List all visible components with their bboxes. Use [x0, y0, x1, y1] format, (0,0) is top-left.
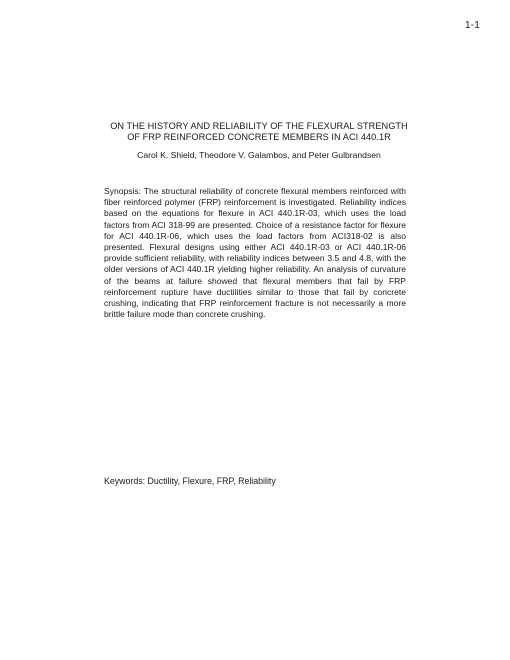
keywords-line: Keywords: Ductility, Flexure, FRP, Reliability	[104, 476, 276, 486]
synopsis-paragraph: Synopsis: The structural reliability of concrete flexural members reinforced with fiber reinforced polymer (FRP) reinforcement is investigated. Reliability indices based on the equations for flexure in ACI 440.1R-03, which uses the load factors from ACI 318-99 are presented. Choice of a resistance factor for flexure for ACI 440.1R-06, which uses the load factors from ACI318-02 is also presented. Flexural designs using either ACI 440.1R-03 or ACI 440.1R-06 provide sufficient reliability, with reliability indices between 3.5 and 4.8, with the older versions of ACI 440.1R yielding higher reliability. An analysis of curvature of the beams at failure showed that flexural members that fail by FRP reinforcement rupture have ductilities similar to those that fail by concrete crushing, indicating that FRP reinforcement fracture is not necessarily a more brittle failure mode than concrete crushing.	[104, 186, 406, 320]
title-line-1: ON THE HISTORY AND RELIABILITY OF THE FLEXURAL STRENGTH	[110, 121, 408, 131]
paper-title	[100, 121, 418, 143]
title-line-2: OF FRP REINFORCED CONCRETE MEMBERS IN ACI 440.1R	[127, 132, 391, 142]
page-number: 1-1	[464, 20, 480, 31]
author-list: Carol K. Shield, Theodore V. Galambos, and Peter Gulbrandsen	[137, 150, 381, 160]
